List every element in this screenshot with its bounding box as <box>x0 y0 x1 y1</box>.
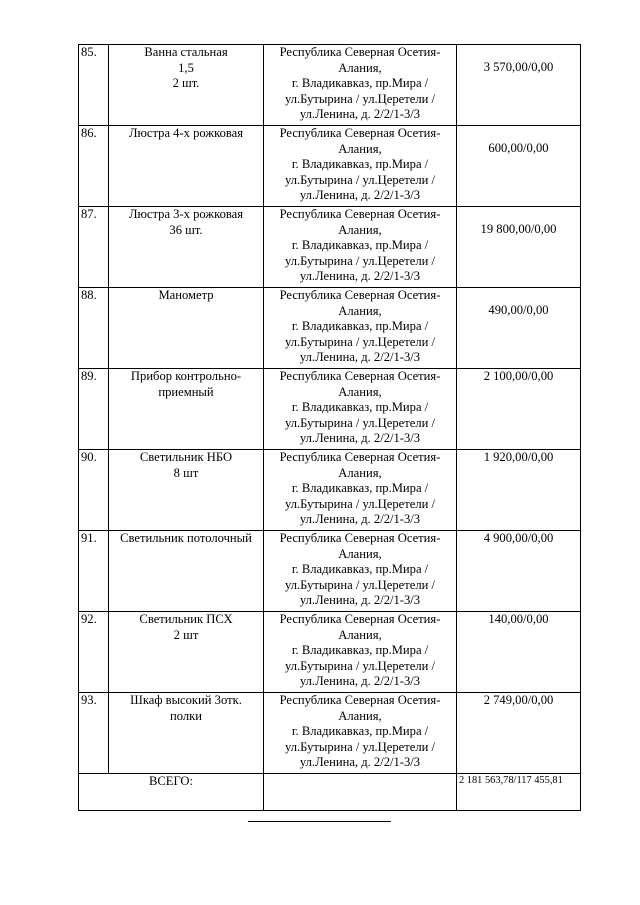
table-row <box>79 693 581 774</box>
item-name-line: 2 шт <box>173 627 199 642</box>
row-number: 93. <box>79 693 109 774</box>
footer-rule <box>248 821 391 822</box>
address-line: г. Владикавказ, пр.Мира / <box>291 400 429 415</box>
item-name <box>109 450 264 531</box>
item-name-line: Шкаф высокий 3отк. <box>130 693 242 707</box>
total-label: ВСЕГО: <box>79 774 264 811</box>
item-name-line: 2 шт. <box>172 76 200 91</box>
item-value-cell <box>457 450 581 531</box>
item-value: 2 749,00/0,00 <box>483 693 554 707</box>
item-name-line: Ванна стальная <box>144 45 228 59</box>
address-line: г. Владикавказ, пр.Мира / <box>291 724 429 739</box>
address-line: ул.Ленина, д. 2/2/1-3/3 <box>299 674 421 689</box>
row-number: 85. <box>79 45 109 126</box>
address-line: ул.Ленина, д. 2/2/1-3/3 <box>299 755 421 770</box>
item-address <box>264 693 457 774</box>
table-row <box>79 531 581 612</box>
item-name <box>109 45 264 126</box>
address-line: Алания, <box>338 303 382 318</box>
item-address <box>264 612 457 693</box>
item-value: 490,00/0,00 <box>488 303 549 317</box>
address-line: г. Владикавказ, пр.Мира / <box>291 76 429 91</box>
item-value-cell <box>457 693 581 774</box>
address-line: ул.Бутырина / ул.Церетели / <box>284 415 436 430</box>
inventory-table-body <box>79 45 581 811</box>
total-address-cell <box>264 774 457 811</box>
address-line: ул.Бутырина / ул.Церетели / <box>284 172 436 187</box>
address-line: ул.Бутырина / ул.Церетели / <box>284 496 436 511</box>
address-line: Алания, <box>338 546 382 561</box>
item-name-line: 36 шт. <box>169 222 203 237</box>
address-line: ул.Бутырина / ул.Церетели / <box>284 334 436 349</box>
item-value-cell <box>457 369 581 450</box>
address-line: г. Владикавказ, пр.Мира / <box>291 643 429 658</box>
item-name-line: Люстра 4-х рожковая <box>128 126 244 140</box>
item-value: 4 900,00/0,00 <box>483 531 554 545</box>
item-address <box>264 369 457 450</box>
address-line: Алания, <box>338 384 382 399</box>
address-line: ул.Ленина, д. 2/2/1-3/3 <box>299 107 421 122</box>
address-line: г. Владикавказ, пр.Мира / <box>291 319 429 334</box>
table-row <box>79 369 581 450</box>
address-line: г. Владикавказ, пр.Мира / <box>291 481 429 496</box>
item-name-line: Светильник ПСХ <box>139 612 233 626</box>
address-line: ул.Ленина, д. 2/2/1-3/3 <box>299 431 421 446</box>
item-name-line: Прибор контрольно- <box>130 369 242 383</box>
item-value-cell <box>457 531 581 612</box>
address-line: г. Владикавказ, пр.Мира / <box>291 238 429 253</box>
item-name-line: Люстра 3-х рожковая <box>128 207 244 221</box>
item-value: 600,00/0,00 <box>488 141 549 155</box>
address-line: Алания, <box>338 222 382 237</box>
item-value: 19 800,00/0,00 <box>480 222 557 236</box>
row-number: 88. <box>79 288 109 369</box>
item-value-cell <box>457 288 581 369</box>
item-address <box>264 207 457 288</box>
address-line: ул.Ленина, д. 2/2/1-3/3 <box>299 188 421 203</box>
table-row <box>79 126 581 207</box>
address-line: ул.Бутырина / ул.Церетели / <box>284 739 436 754</box>
address-line: Алания, <box>338 465 382 480</box>
address-line: Алания, <box>338 141 382 156</box>
address-line: г. Владикавказ, пр.Мира / <box>291 562 429 577</box>
address-line: Республика Северная Осетия- <box>279 450 441 464</box>
item-name <box>109 288 264 369</box>
item-name <box>109 531 264 612</box>
item-name-line: Светильник НБО <box>139 450 233 464</box>
item-name <box>109 207 264 288</box>
item-value: 140,00/0,00 <box>488 612 549 626</box>
item-value-cell <box>457 612 581 693</box>
address-line: ул.Бутырина / ул.Церетели / <box>284 253 436 268</box>
table-row <box>79 45 581 126</box>
table-row <box>79 207 581 288</box>
total-row <box>79 774 581 811</box>
item-name-line: 8 шт <box>173 465 199 480</box>
address-line: Республика Северная Осетия- <box>279 288 441 302</box>
table-row <box>79 612 581 693</box>
item-address <box>264 288 457 369</box>
row-number: 92. <box>79 612 109 693</box>
row-number: 89. <box>79 369 109 450</box>
address-line: ул.Ленина, д. 2/2/1-3/3 <box>299 593 421 608</box>
item-value-cell <box>457 126 581 207</box>
item-value-cell <box>457 45 581 126</box>
item-address <box>264 531 457 612</box>
item-value: 3 570,00/0,00 <box>483 60 554 74</box>
address-line: Алания, <box>338 60 382 75</box>
item-name <box>109 693 264 774</box>
row-number: 90. <box>79 450 109 531</box>
address-line: Республика Северная Осетия- <box>279 531 441 545</box>
row-number: 87. <box>79 207 109 288</box>
item-value-cell <box>457 207 581 288</box>
item-name <box>109 126 264 207</box>
item-address <box>264 126 457 207</box>
item-name-line: полки <box>169 708 202 723</box>
address-line: Республика Северная Осетия- <box>279 126 441 140</box>
address-line: Республика Северная Осетия- <box>279 207 441 221</box>
address-line: ул.Ленина, д. 2/2/1-3/3 <box>299 350 421 365</box>
item-name <box>109 369 264 450</box>
item-name-line: Манометр <box>158 288 214 302</box>
item-name-line: Светильник потолочный <box>120 531 252 545</box>
address-line: Республика Северная Осетия- <box>279 612 441 626</box>
total-value: 2 181 563,78/117 455,81 <box>457 774 581 811</box>
item-name-line: 1,5 <box>178 60 194 75</box>
address-line: ул.Ленина, д. 2/2/1-3/3 <box>299 512 421 527</box>
address-line: Республика Северная Осетия- <box>279 45 441 59</box>
address-line: ул.Бутырина / ул.Церетели / <box>284 577 436 592</box>
address-line: Алания, <box>338 627 382 642</box>
item-name <box>109 612 264 693</box>
item-value: 2 100,00/0,00 <box>483 369 554 383</box>
item-name-line: приемный <box>158 384 214 399</box>
table-row <box>79 288 581 369</box>
address-line: Республика Северная Осетия- <box>279 693 441 707</box>
address-line: Республика Северная Осетия- <box>279 369 441 383</box>
address-line: г. Владикавказ, пр.Мира / <box>291 157 429 172</box>
row-number: 91. <box>79 531 109 612</box>
table-row <box>79 450 581 531</box>
row-number: 86. <box>79 126 109 207</box>
item-address <box>264 45 457 126</box>
address-line: ул.Бутырина / ул.Церетели / <box>284 91 436 106</box>
address-line: ул.Бутырина / ул.Церетели / <box>284 658 436 673</box>
address-line: Алания, <box>338 708 382 723</box>
item-value: 1 920,00/0,00 <box>483 450 554 464</box>
item-address <box>264 450 457 531</box>
inventory-table <box>78 44 581 811</box>
address-line: ул.Ленина, д. 2/2/1-3/3 <box>299 269 421 284</box>
